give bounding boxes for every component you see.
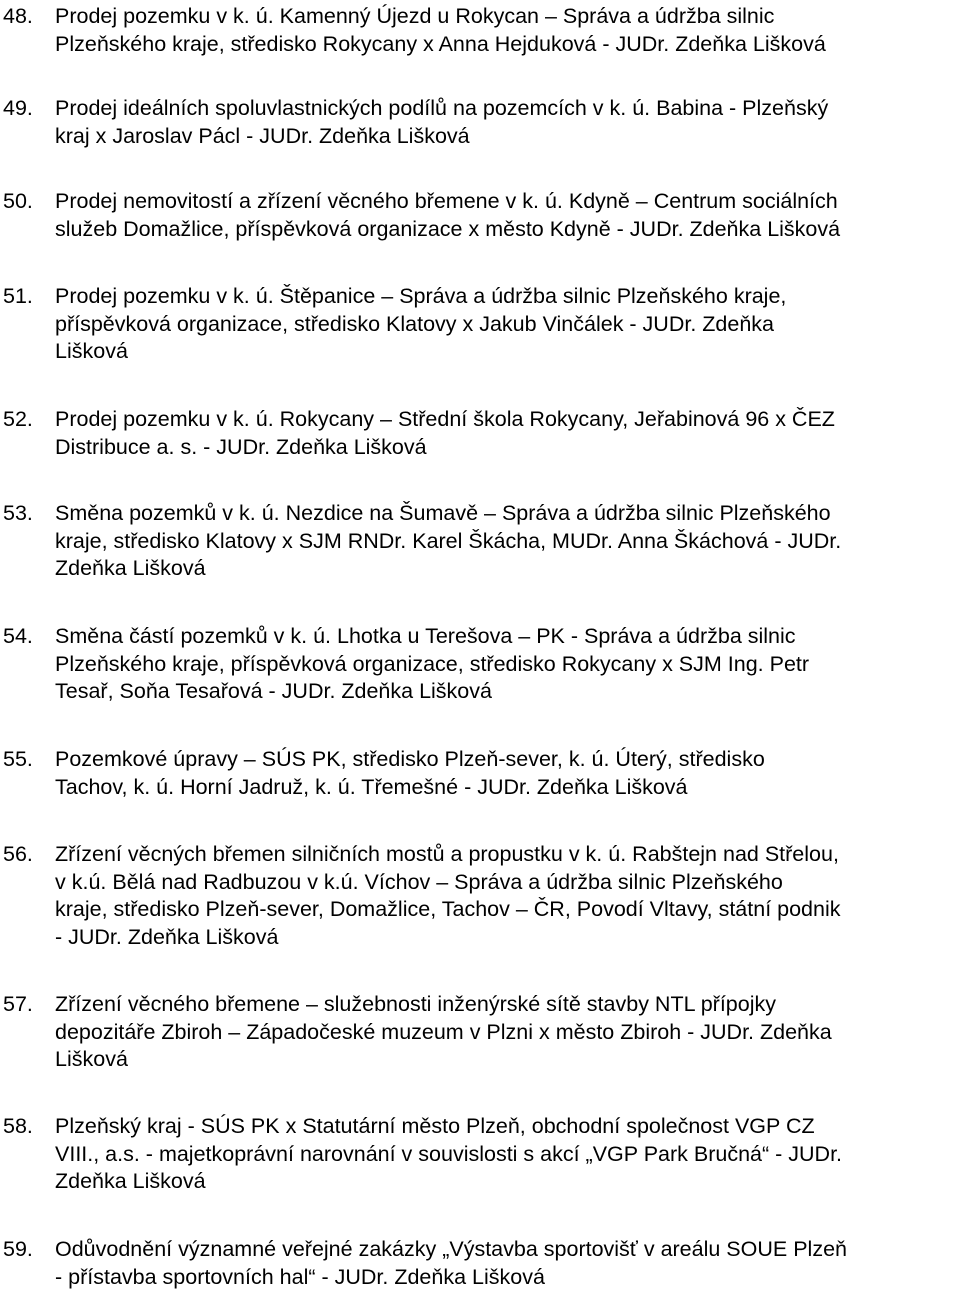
item-text [55, 991, 960, 1074]
item-line: - přístavba sportovních hal“ - JUDr. Zdeňka Lišková [55, 1264, 545, 1289]
item-number: 56. [3, 842, 33, 866]
item-line: Zřízení věcného břemene – služebnosti inženýrské sítě stavby NTL přípojky [55, 992, 776, 1016]
item-line: VIII., a.s. - majetkoprávní narovnání v souvislosti s akcí „VGP Park Bručná“ - JUDr. [55, 1141, 843, 1166]
item-text [55, 406, 960, 461]
item-text [55, 3, 960, 58]
item-line: Prodej pozemku v k. ú. Kamenný Újezd u Rokycan – Správa a údržba silnic [55, 4, 775, 28]
item-line: kraje, středisko Klatovy x SJM RNDr. Karel Škácha, MUDr. Anna Škáchová - JUDr. [55, 528, 842, 553]
item-number: 54. [3, 624, 33, 648]
item-line: Plzeňského kraje, příspěvková organizace, středisko Rokycany x SJM Ing. Petr [55, 651, 810, 676]
item-line: - JUDr. Zdeňka Lišková [55, 924, 279, 949]
item-line: Prodej ideálních spoluvlastnických podílů na pozemcích v k. ú. Babina - Plzeňský [55, 96, 829, 120]
item-line: služeb Domažlice, příspěvková organizace x město Kdyně - JUDr. Zdeňka Lišková [55, 216, 841, 241]
item-line: Tachov, k. ú. Horní Jadruž, k. ú. Třemešné - JUDr. Zdeňka Lišková [55, 774, 688, 799]
item-number: 52. [3, 407, 33, 431]
item-line: Tesař, Soňa Tesařová - JUDr. Zdeňka Lišková [55, 679, 492, 703]
item-line: Zdeňka Lišková [55, 1169, 206, 1193]
item-text [55, 746, 960, 801]
item-text [55, 841, 960, 951]
item-number: 48. [3, 4, 33, 28]
item-line: Lišková [55, 339, 128, 363]
item-line: Lišková [55, 1047, 128, 1071]
item-line: v k.ú. Bělá nad Radbuzou v k.ú. Víchov – Správa a údržba silnic Plzeňského [55, 869, 783, 894]
item-line: Plzeňského kraje, středisko Rokycany x Anna Hejduková - JUDr. Zdeňka Lišková [55, 31, 826, 56]
item-number: 51. [3, 284, 33, 308]
item-text [55, 1113, 960, 1196]
item-line: Distribuce a. s. - JUDr. Zdeňka Lišková [55, 434, 427, 459]
item-text [55, 500, 960, 583]
item-line: kraj x Jaroslav Pácl - JUDr. Zdeňka Lišková [55, 123, 470, 148]
item-line: Pozemkové úpravy – SÚS PK, středisko Plzeň-sever, k. ú. Úterý, středisko [55, 747, 765, 771]
item-text [55, 1236, 960, 1291]
item-number: 58. [3, 1114, 33, 1138]
item-line: Zřízení věcných břemen silničních mostů a propustku v k. ú. Rabštejn nad Střelou, [55, 842, 839, 866]
item-line: Prodej pozemku v k. ú. Rokycany – Střední škola Rokycany, Jeřabinová 96 x ČEZ [55, 407, 835, 431]
item-number: 59. [3, 1237, 33, 1261]
item-number: 57. [3, 992, 33, 1016]
item-line: kraje, středisko Plzeň-sever, Domažlice, Tachov – ČR, Povodí Vltavy, státní podnik [55, 897, 841, 921]
item-number: 53. [3, 501, 33, 525]
item-line: Plzeňský kraj - SÚS PK x Statutární město Plzeň, obchodní společnost VGP CZ [55, 1114, 815, 1138]
item-line: Prodej nemovitostí a zřízení věcného břemene v k. ú. Kdyně – Centrum sociálních [55, 189, 838, 213]
item-line: Zdeňka Lišková [55, 556, 206, 580]
item-line: Směna částí pozemků v k. ú. Lhotka u Terešova – PK - Správa a údržba silnic [55, 624, 796, 648]
item-number: 49. [3, 96, 33, 120]
item-line: Prodej pozemku v k. ú. Štěpanice – Správa a údržba silnic Plzeňského kraje, [55, 284, 787, 308]
item-number: 50. [3, 189, 33, 213]
item-text [55, 623, 960, 706]
item-text [55, 283, 960, 366]
item-text [55, 188, 960, 243]
item-line: Odůvodnění významné veřejné zakázky „Výstavba sportovišť v areálu SOUE Plzeň [55, 1237, 847, 1261]
item-text [55, 95, 960, 150]
item-line: Směna pozemků v k. ú. Nezdice na Šumavě – Správa a údržba silnic Plzeňského [55, 501, 831, 525]
item-line: depozitáře Zbiroh – Západočeské muzeum v Plzni x město Zbiroh - JUDr. Zdeňka [55, 1019, 832, 1044]
item-number: 55. [3, 747, 33, 771]
item-line: příspěvková organizace, středisko Klatovy x Jakub Vinčálek - JUDr. Zdeňka [55, 311, 774, 336]
